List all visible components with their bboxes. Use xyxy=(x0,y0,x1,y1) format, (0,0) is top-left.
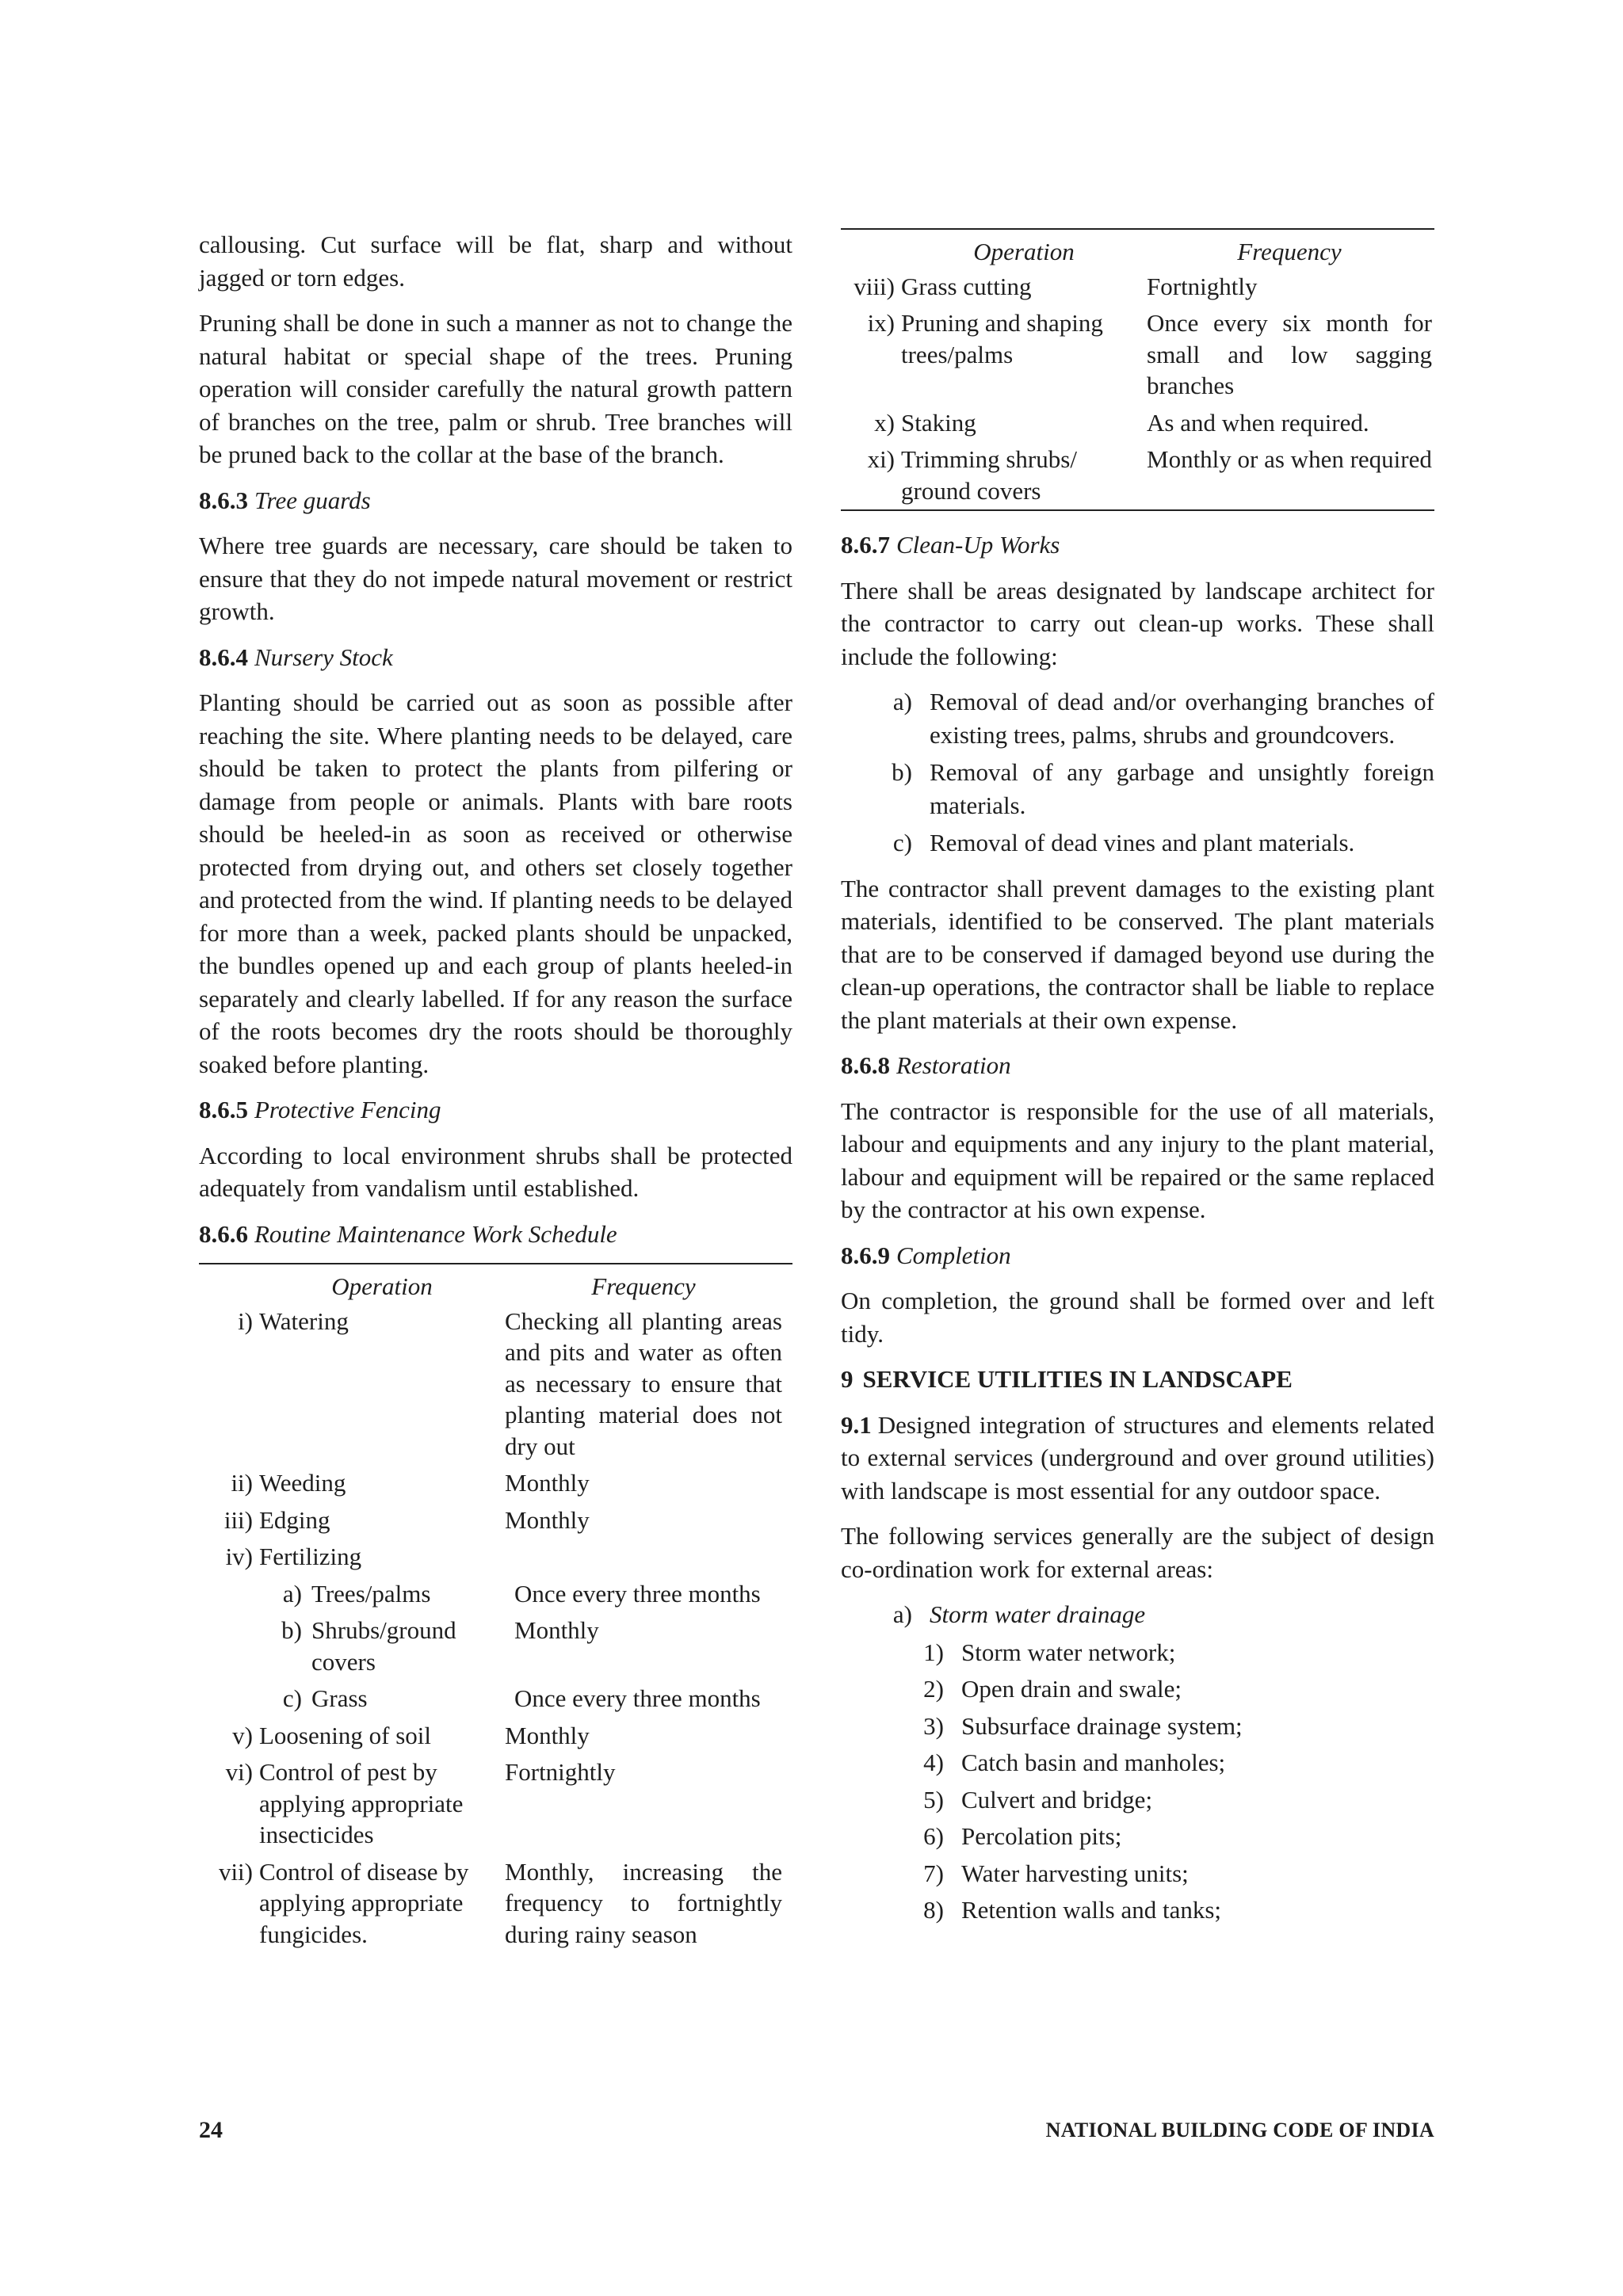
table-header xyxy=(199,1264,792,1306)
table-row: x) Staking As and when required. xyxy=(874,408,1369,437)
storm-water-drainage-label: Storm water drainage xyxy=(930,1600,1146,1628)
heading-title: Nursery Stock xyxy=(254,643,393,671)
table-row: vii) Control of disease by applying appropriate fungicides. Monthly, increasing the frequency to fortnightly during rainy season xyxy=(218,1857,782,1948)
list-item: c) Removal of dead vines and plant materials. xyxy=(892,829,1355,856)
table-row: ix) Pruning and shaping trees/palms Once every six month for small and low sagging branches xyxy=(867,309,1432,399)
header-frequency: Frequency xyxy=(1237,238,1342,265)
heading-title: Restoration xyxy=(896,1051,1011,1079)
table-header xyxy=(841,230,1434,271)
table-subrow: c) Grass Once every three months xyxy=(282,1684,761,1712)
paragraph-nursery-stock: Planting should be carried out as soon as possible after reaching the site. Where planting needs to be delayed, care should be taken to protect the plants from pilfering or damage from people or animals. Plants with bare roots should be heeled-in as soon as received or otherwise protected from drying out, and others set closely together and protected from the wind. If planting needs to be delayed for more than a week, packed plants should be unpacked, the bundles opened up and each group of plants heeled-in separately and clearly labelled. If for any reason the surface of the roots becomes dry the roots should be thoroughly soaked before planting. xyxy=(199,688,792,1078)
heading-title: Tree guards xyxy=(254,486,371,514)
heading-8-6-3 xyxy=(199,484,792,517)
header-operation: Operation xyxy=(331,1272,433,1300)
running-footer-title: NATIONAL BUILDING CODE OF INDIA xyxy=(1045,2119,1434,2142)
list-item: a) Removal of dead and/or overhanging branches of existing trees, palms, shrubs and groundcovers. xyxy=(892,688,1434,749)
header-frequency: Frequency xyxy=(591,1272,696,1300)
paragraph-clean-up-damages: The contractor shall prevent damages to the existing plant materials, identified to be conserved. The plant materials that are to be conserved if damaged beyond use during the clean-up operations, the contractor shall be liable to replace the plant materials at their own expense. xyxy=(841,874,1434,1034)
clause-text: Designed integration of structures and elements related to external services (underground and over ground utilities) with landscape is most essential for any outdoor space. xyxy=(841,1410,1434,1505)
paragraph-callousing: callousing. Cut surface will be flat, sharp and without jagged or torn edges. xyxy=(199,231,792,292)
heading-number: 8.6.9 xyxy=(841,1241,890,1269)
maintenance-schedule-table xyxy=(199,1263,792,1950)
heading-number: 8.6.6 xyxy=(199,1219,248,1248)
heading-8-6-9 xyxy=(841,1239,1434,1272)
table-row: iv) Fertilizing xyxy=(225,1543,362,1570)
services-list xyxy=(841,1598,1434,1631)
paragraph-9-1 xyxy=(841,1409,1434,1508)
paragraph-clean-up-intro: There shall be areas designated by landscape architect for the contractor to carry out clean-up works. These shall include the following: xyxy=(841,576,1434,670)
paragraph-pruning: Pruning shall be done in such a manner as not to change the natural habitat or special shape of the trees. Pruning operation will consider carefully the natural growth pattern of branches on the tree, palm or shrub. Tree branches will be pruned back to the collar at the base of the branch. xyxy=(199,309,792,468)
heading-title: Protective Fencing xyxy=(254,1096,441,1123)
table-row: vi) Control of pest by applying appropriate insecticides Fortnightly xyxy=(225,1758,616,1848)
table-subrow: b) Shrubs/ground covers Monthly xyxy=(281,1616,599,1676)
heading-number: 8.6.5 xyxy=(199,1096,248,1123)
paragraph-restoration: The contractor is responsible for the use of all materials, labour and equipments and any injury to the plant material, labour and equipment will be repaired or the same replaced by the contractor at his own expense. xyxy=(841,1097,1434,1223)
right-column xyxy=(841,228,1434,1931)
heading-title: Completion xyxy=(896,1241,1011,1269)
table-row: iii) Edging Monthly xyxy=(223,1505,590,1534)
section-9-heading xyxy=(841,1363,1434,1396)
list-item: a) Storm water drainage xyxy=(841,1598,1434,1631)
table-row: viii) Grass cutting Fortnightly xyxy=(854,272,1258,300)
table-subrow: a) Trees/palms Once every three months xyxy=(282,1579,761,1608)
maintenance-schedule-table-continued xyxy=(841,228,1434,511)
table-row: ii) Weeding Monthly xyxy=(231,1469,590,1497)
heading-8-6-5 xyxy=(199,1093,792,1127)
heading-title: Routine Maintenance Work Schedule xyxy=(254,1219,617,1248)
heading-8-6-8 xyxy=(841,1049,1434,1082)
page-number: 24 xyxy=(199,2117,223,2143)
list-item: 4) Catch basin and manholes; xyxy=(923,1749,1226,1776)
table-row: v) Loosening of soil Monthly xyxy=(232,1721,590,1749)
table-row: xi) Trimming shrubs/ ground covers Monthly or as when required xyxy=(867,445,1432,505)
section-number: 9 xyxy=(841,1365,854,1393)
list-item: 3) Subsurface drainage system; xyxy=(923,1711,1243,1740)
list-item: 1) Storm water network; xyxy=(923,1638,1176,1666)
paragraph-completion: On completion, the ground shall be formed over and left tidy. xyxy=(841,1287,1434,1348)
paragraph-tree-guards: Where tree guards are necessary, care should be taken to ensure that they do not impede natural movement or restrict growth. xyxy=(199,532,792,625)
heading-8-6-4 xyxy=(199,641,792,674)
fertilizing-subrows xyxy=(199,1578,792,1714)
list-item: b) Removal of any garbage and unsightly foreign materials. xyxy=(892,758,1434,819)
clean-up-list xyxy=(841,685,1434,860)
heading-number: 8.6.4 xyxy=(199,643,248,671)
heading-number: 8.6.7 xyxy=(841,531,890,559)
list-item: 2) Open drain and swale; xyxy=(923,1675,1182,1703)
heading-number: 8.6.8 xyxy=(841,1051,890,1079)
heading-number: 8.6.3 xyxy=(199,486,248,514)
list-item: 8) Retention walls and tanks; xyxy=(923,1896,1222,1924)
left-column xyxy=(199,228,792,1955)
paragraph-services-intro: The following services generally are the subject of design co-ordination work for external areas: xyxy=(841,1522,1434,1583)
heading-title: Clean-Up Works xyxy=(896,531,1060,559)
section-title: SERVICE UTILITIES IN LANDSCAPE xyxy=(862,1365,1293,1393)
storm-water-items xyxy=(880,1636,1434,1927)
table-row: i) Watering Checking all planting areas and pits and water as often as necessary to ensure that planting material does not dry out xyxy=(238,1306,782,1460)
header-operation: Operation xyxy=(973,238,1075,265)
heading-8-6-6 xyxy=(199,1218,792,1251)
list-item: 7) Water harvesting units; xyxy=(923,1859,1189,1887)
list-item: 5) Culvert and bridge; xyxy=(923,1785,1153,1814)
heading-8-6-7 xyxy=(841,528,1434,562)
list-item: 6) Percolation pits; xyxy=(923,1822,1122,1850)
clause-number: 9.1 xyxy=(841,1410,872,1439)
paragraph-protective-fencing: According to local environment shrubs shall be protected adequately from vandalism until established. xyxy=(199,1141,792,1202)
